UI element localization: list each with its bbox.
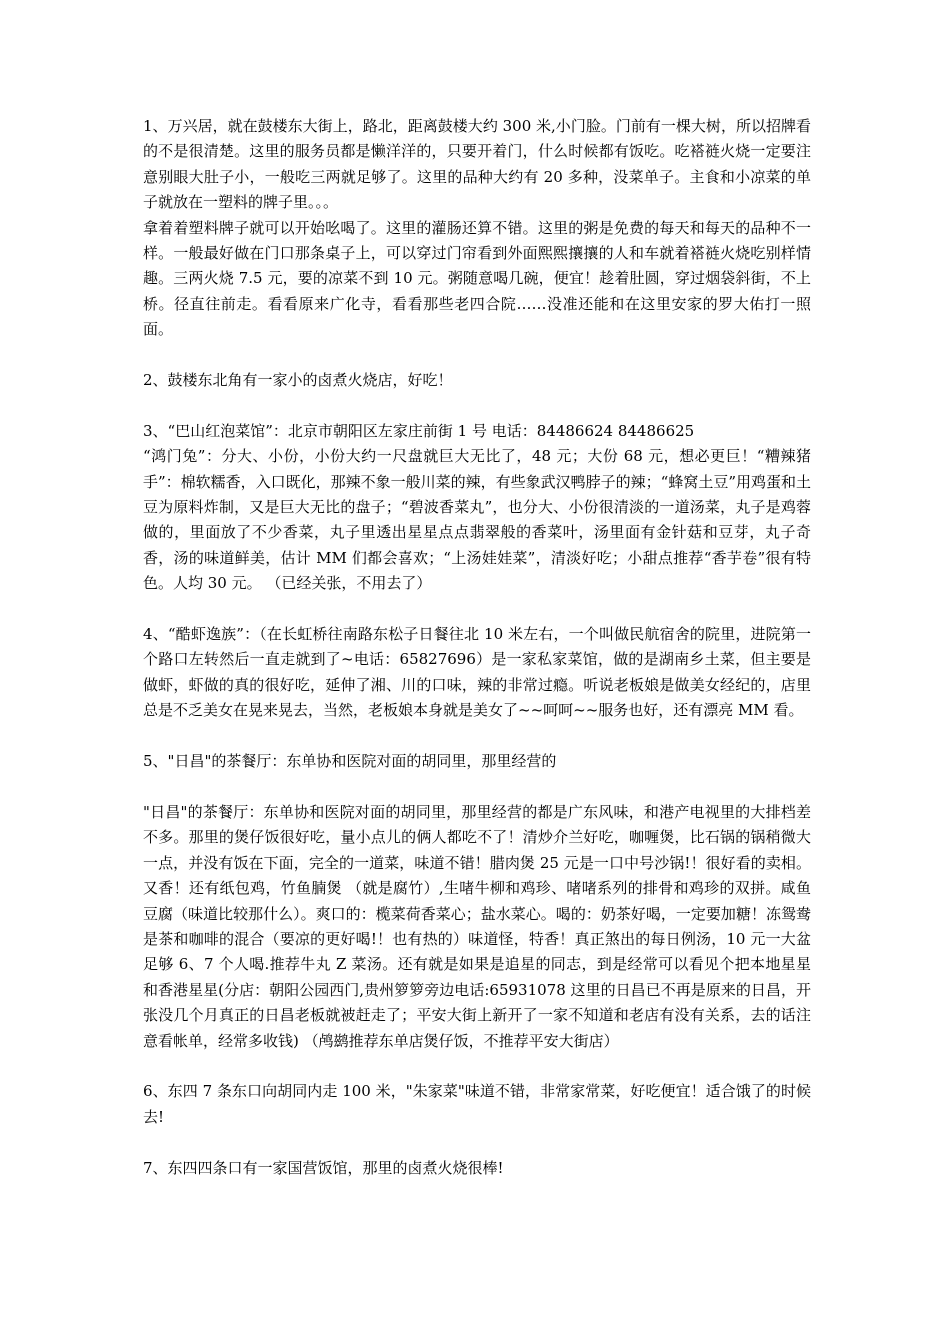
paragraph: "日昌"的茶餐厅：东单协和医院对面的胡同里，那里经营的都是广东风味，和港产电视里的大排档差不多。那里的煲仔饭很好吃，量小点儿的俩人都吃不了！清炒介兰好吃，咖喱煲，比石锅的锅稍微大一点，并没有饭在下面，完全的一道菜，味道不错！腊肉煲 25 元是一口中号沙锅!！很好看的卖相。又香！还有纸包鸡，竹鱼腩煲 （就是腐竹）,生啫牛柳和鸡珍、啫啫系列的排骨和鸡珍的双拼。咸鱼豆腐（味道比较那什么）。爽口的：榄菜荷香菜心；盐水菜心。喝的：奶茶好喝，一定要加糖！冻鸳鸯是茶和咖啡的混合（要凉的更好喝!！也有热的）味道怪，特香！真正煞出的每日例汤，10 元一大盆足够 6、7 个人喝.推荐牛丸 Z 菜汤。还有就是如果是追星的同志，到是经常可以看见个把本地星星和香港星星(分店：朝阳公园西门,贵州箩箩旁边电话:65931078 这里的日昌已不再是原来的日昌，开张没几个月真正的日昌老板就被赶走了；平安大街上新开了一家不知道和老店有没有关系，去的话注意看帐单，经常多收钱) （鸬鹚推荐东单店煲仔饭，不推荐平安大街店） [143,802,811,1050]
paragraph: “鸿门兔”：分大、小份，小份大约一尺盘就巨大无比了，48 元；大份 68 元，想必更巨！“糟辣猪手”：棉软糯香，入口既化，那辣不象一般川菜的辣，有些象武汉鸭脖子的辣；“蜂窝土豆”用鸡蛋和土豆为原料炸制，又是巨大无比的盘子；“碧波香菜丸”，也分大、小份很清淡的一道汤菜，丸子是鸡蓉做的，里面放了不少香菜，丸子里透出星星点点翡翠般的香菜叶，汤里面有金针菇和豆芽，丸子奇香，汤的味道鲜美，估计 MM 们都会喜欢；“上汤娃娃菜”，清淡好吃；小甜点推荐“香芋卷”很有特色。人均 30 元。 （已经关张，不用去了） [143,447,812,593]
paragraph: 1、万兴居，就在鼓楼东大街上，路北，距离鼓楼大约 300 米,小门脸。门前有一棵大树，所以招牌看的不是很清楚。这里的服务员都是懒洋洋的，只要开着门，什么时候都有饭吃。吃褡裢火烧一定要注意别眼大肚子小，一般吃三两就足够了。这里的品种大约有 20 多种，没菜单子。主食和小凉菜的单子就放在一塑料的牌子里。。。 [143,117,811,212]
paragraph-gap [143,724,811,749]
paragraph: 5、"日昌"的茶餐厅：东单协和医院对面的胡同里，那里经营的 [143,752,557,771]
document-page [143,114,811,1181]
paragraph-gap [143,393,811,418]
paragraph: 6、东四 7 条东口向胡同内走 100 米，"朱家菜"味道不错，非常家常菜，好吃便宜！适合饿了的时候去! [143,1082,811,1126]
paragraph-gap [143,1054,811,1079]
paragraph-gap [143,1130,811,1155]
paragraph: 拿着着塑料牌子就可以开始吆喝了。这里的灌肠还算不错。这里的粥是免费的每天和每天的品种不一样。一般最好做在门口那条桌子上，可以穿过门帘看到外面熙熙攘攘的人和车就着褡裢火烧吃别样情趣。三两火烧 7.5 元，要的凉菜不到 10 元。粥随意喝几碗，便宜！趁着肚圆，穿过烟袋斜街，不上桥。径直往前走。看看原来广化寺，看看那些老四合院……没准还能和在这里安家的罗大佑打一照面。 [143,218,811,339]
paragraph: 7、东四四条口有一家国营饭馆，那里的卤煮火烧很棒! [143,1158,504,1177]
paragraph-gap [143,775,811,800]
paragraph: 2、鼓楼东北角有一家小的卤煮火烧店，好吃！ [143,371,453,390]
paragraph: 4、“酷虾逸族”：（在长虹桥往南路东松子日餐往北 10 米左右，一个叫做民航宿舍的院里，进院第一个路口左转然后一直走就到了~电话：65827696）是一家私家菜馆，做的是湖南乡土菜，但主要是做虾，虾做的真的很好吃，延伸了湘、川的口味，辣的非常过瘾。听说老板娘是做美女经纪的，店里总是不乏美女在晃来晃去，当然，老板娘本身就是美女了~~呵呵~~服务也好，还有漂亮 MM 看。 [143,625,811,720]
paragraph-gap [143,343,811,368]
paragraph-gap [143,597,811,622]
paragraph: 3、“巴山红泡菜馆”：北京市朝阳区左家庄前街 1 号 电话：84486624 84486625 [143,421,695,440]
